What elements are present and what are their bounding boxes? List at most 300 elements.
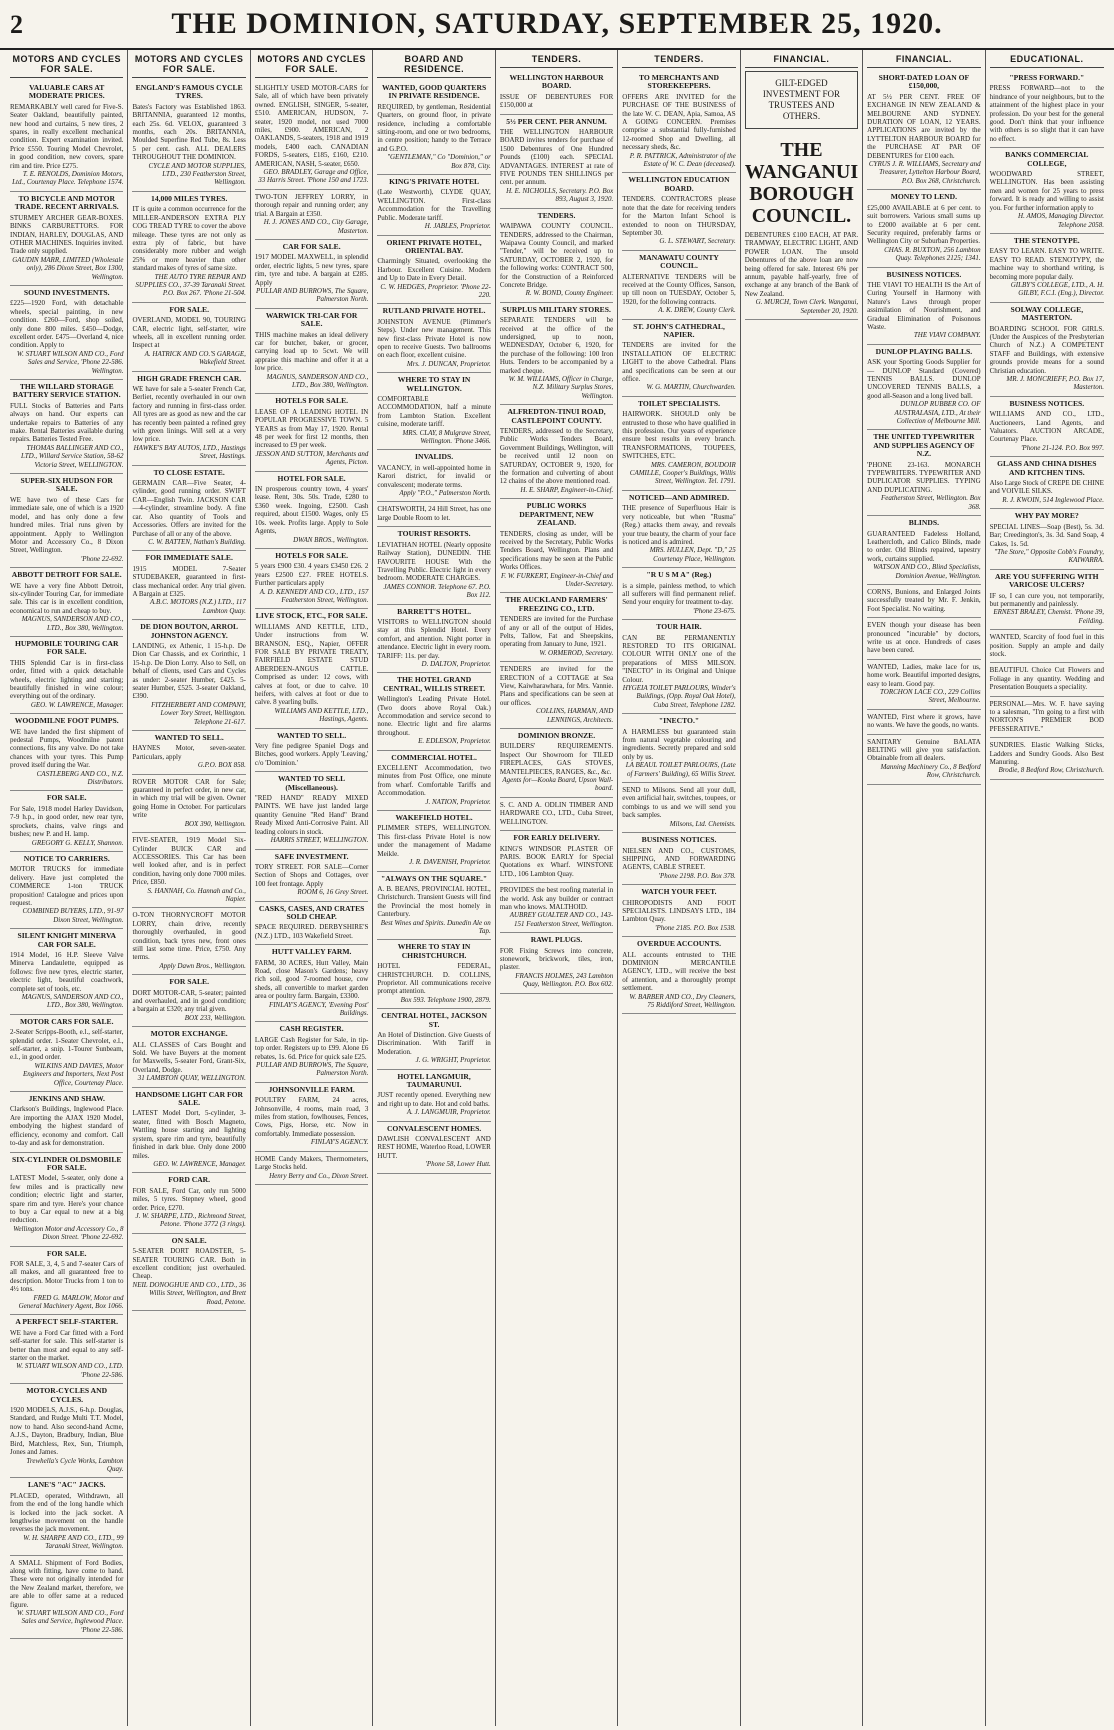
ad-heading: THE WILLARD STORAGE BATTERY SERVICE STATION. xyxy=(12,382,121,400)
ad-body: 1917 MODEL MAXWELL, in splendid order, electric lights, 5 new tyres, spare rim, tyre and tube. A bargain at £285. Apply xyxy=(254,253,369,287)
advertisement xyxy=(867,345,980,431)
ad-heading: INVALIDS. xyxy=(415,452,454,462)
ad-signature: G. L. STEWART, Secretary. xyxy=(659,237,736,246)
advertisement xyxy=(377,81,490,175)
ad-body: is a simple, painless method, to which all sufferers will find permanent relief. Send your enquiry for treatment to-day. xyxy=(622,581,736,607)
advertisement xyxy=(10,474,123,568)
column-header: TENDERS. xyxy=(500,50,613,68)
ad-signature: FINLAY'S AGENCY, 'Evening Post' Buildings. xyxy=(268,1000,369,1017)
ad-body: FARM, 30 ACRES, Hutt Valley, Main Road, close Mason's Gardens; heavy rich soil, good 7-roomed house, cow sheds, all convertible to market garden area or poultry farm. Bargain, £3300. xyxy=(254,958,369,1001)
ad-body: A. B. BEANS, PROVINCIAL HOTEL, Christchurch. Transient Guests will find the Provincial the most homely in Canterbury. xyxy=(377,884,491,919)
ad-signature: 'Phone 21-124. P.O. Box 997. xyxy=(1020,443,1104,452)
ad-body: LANDING, ex Athenic, 1 15-h.p. De Dion Car Chassis, and ex Corinthic, 1 15-h.p. De Dion Lorry. Also to Sell, on behalf of clients, used Cars and Cycles as under: 2-seater Humber, £425. 5-seater Humber, £525. 3-seater Oakland, £390. xyxy=(132,641,246,701)
ad-body: LATEST Model Dort, 5-cylinder, 3-seater, fitted with Bosch Magneto, Wattling house starting and lighting system, spare rim and tyre, beautifully finished in dark blue. Only done 2000 miles. xyxy=(132,1109,246,1160)
ad-body: 5-SEATER DORT ROADSTER, 5-SEATER TOURING CAR. Both in excellent condition; just overhauled. Cheap. xyxy=(132,1247,246,1281)
ad-heading: SILENT KNIGHT MINERVA CAR FOR SALE. xyxy=(17,931,116,949)
ad-signature: ROOM 6, 16 Grey Street. xyxy=(297,888,369,897)
ad-signature: S. HANNAH, Co. Hannah and Co., Napier. xyxy=(147,886,246,903)
advertisement xyxy=(990,303,1104,397)
advertisement xyxy=(10,637,123,714)
column xyxy=(741,50,863,1726)
ad-signature: 'Phone 2198. P.O. Box 378. xyxy=(658,871,736,880)
ad-heading: 14,000 MILES TYRES. xyxy=(151,193,228,203)
advertisement xyxy=(10,1015,123,1092)
advertisement xyxy=(622,71,735,173)
ad-heading: BANKS COMMERCIAL COLLEGE, xyxy=(1005,150,1089,168)
ad-signature: Apply "P.O.," Palmerston North. xyxy=(399,489,491,498)
advertisement xyxy=(132,372,245,466)
ad-heading: SIX-CYLINDER OLDSMOBILE FOR SALE. xyxy=(11,1154,122,1172)
advertisement xyxy=(990,148,1104,234)
advertisement xyxy=(10,1247,123,1316)
ad-heading: COMMERCIAL HOTEL. xyxy=(391,752,477,762)
advertisement xyxy=(867,516,980,585)
ad-signature: WILKINS AND DAVIES, Motor Engineers and Importers, Next Post Office, Courtenay Place. xyxy=(22,1061,124,1087)
ad-heading: ABBOTT DETROIT FOR SALE. xyxy=(11,570,122,580)
ad-heading: SOLWAY COLLEGE, MASTERTON. xyxy=(1010,304,1084,323)
ad-heading: TENDERS. xyxy=(537,210,576,220)
ad-signature: A.B.C. MOTORS (N.Z.) LTD., 117 Lambton Quay. xyxy=(150,598,246,615)
ad-body: POULTRY FARM, 24 acres, Johnsonville, 4 rooms, main road, 3 miles from station, fowlhouses, Fences, Cows, Pigs, Horse, etc. Now in comfortably. Immediate possession. xyxy=(254,1096,369,1138)
ad-heading: JENKINS AND SHAW. xyxy=(28,1094,105,1104)
advertisement xyxy=(622,783,735,833)
ad-heading: FOR EARLY DELIVERY. xyxy=(513,833,600,843)
ad-body: 1920 MODELS, A.J.S., 6-h.p. Douglas, Standard, and Rudge Multi T.T. Model, now to hand. Also second-hand Acme, A.J.S., Dayton, Bradbury, Indian, Blue Bird, Matchless, Rex, Sun, Triumph, Jones and James. xyxy=(10,1406,124,1457)
ad-signature: Apply Dawn Bros., Wellington. xyxy=(159,961,246,970)
ad-heading: HANDSOME LIGHT CAR FOR SALE. xyxy=(135,1089,244,1108)
ad-body: £25,000 AVAILABLE at 6 per cent. to suit borrowers. Various small sums up to £2000 available at 6 per cent. Security required, preferably farms or Wellington City or Suburban Properties. xyxy=(867,203,981,246)
ad-body: OVERLAND, MODEL 90, TOURING CAR, electric light, self-starter, wire wheels, all in excellent running order. Inspect at xyxy=(132,316,246,350)
advertisement xyxy=(990,663,1104,696)
column xyxy=(251,50,373,1726)
advertisement xyxy=(377,605,490,674)
ad-body: TWO-TON JEFFREY LORRY, in thorough repair and running order; any trial. A Bargain at £350. xyxy=(254,192,369,218)
ad-signature: GAUDIN MARR, LIMITED (Wholesale only), 286 Dixon Street, Box 1300, Wellington. xyxy=(12,255,124,281)
ad-body: COMFORTABLE ACCOMMODATION, half a minute from Lambton Station. Excellent cuisine, moderate tariff. xyxy=(377,395,491,429)
advertisement xyxy=(132,775,245,833)
ad-signature: MAGNUS, SANDERSON AND CO., LTD., Box 380, Wellington. xyxy=(21,993,124,1010)
ad-heading: BUSINESS NOTICES. xyxy=(1009,398,1085,408)
advertisement xyxy=(377,373,490,450)
advertisement xyxy=(10,286,123,380)
ad-signature: Mrs. J. DUNCAN, Proprietor. xyxy=(406,359,491,368)
ad-signature: 'Phone 23-675. xyxy=(693,606,736,615)
column xyxy=(863,50,985,1726)
advertisement xyxy=(10,929,123,1015)
ad-body: SEPARATE TENDERS will be received at the office of the undersigned, up to noon, WEDNESDAY, October 6, 1920, for the purchase of the following: 100 Iron Huts. Tenders to be accompanied by a marked cheque. xyxy=(499,316,614,375)
ad-body: STURMEY ARCHER GEAR-BOXES. BINKS CARBURETTORS. FOR INDIAN, HARLEY, DOUGLAS, AND OTHER MACHINES. Inquiries invited. Trade only supplied. xyxy=(10,213,124,256)
ad-body: Clarkson's Buildings, Inglewood Place. Are importing the AJAX 1920 Model, embodying the highest standard of efficiency, economy and comfort. Call to-day and ask for demonstration. xyxy=(10,1105,124,1148)
ad-body: HAYNES Motor, seven-seater. Particulars, apply xyxy=(132,744,246,761)
ad-signature: R. W. BOND, County Engineer. xyxy=(525,289,614,298)
ad-signature: GREGORY G. KELLY, Shannon. xyxy=(31,838,124,847)
ad-body: WAIPAWA COUNTY COUNCIL. TENDERS, addressed to the Chairman, Waipawa County Council, and marked "Tender," will be received up to SATURDAY, OCTOBER 2, 1920, for the following works: CONTRACT 500, for the Construction of a Reinforced Concrete Bridge. xyxy=(499,222,614,289)
ad-body: 'PHONE 23-163. MONARCH TYPEWRITERS. TYPEWRITER AND DUPLICATOR SUPPLIES. TYPING AND DUPLICATING. xyxy=(867,460,981,494)
advertisement xyxy=(132,908,245,975)
ad-heading: MOTOR CARS FOR SALE. xyxy=(19,1016,114,1026)
advertisement xyxy=(255,394,368,471)
ad-heading: TOUR HAIR. xyxy=(656,622,702,632)
column-header: EDUCATIONAL. xyxy=(990,50,1104,68)
ad-heading: WANTED TO SELL. xyxy=(154,733,224,743)
advertisement xyxy=(377,811,490,871)
advertisement xyxy=(622,320,735,397)
ad-heading: ST. JOHN'S CATHEDRAL, NAPIER. xyxy=(633,321,725,339)
ad-signature: Henry Berry and Co., Dixon Street. xyxy=(269,1171,369,1180)
advertisement xyxy=(10,380,123,474)
ad-body: SPECIAL LINES—Soap (Best), 5s. 3d. Bar; Creedington's, 3s. 3d. Sand Soap, 4 Cakes, 1s. 5d. xyxy=(989,522,1104,548)
advertisement xyxy=(255,1022,368,1082)
ad-heading: FOR SALE. xyxy=(46,1248,87,1258)
ad-signature: H. J. JONES AND CO., City Garage, Masterton. xyxy=(263,218,369,235)
ad-body: LARGE Cash Register for Sale, in tip-top order. Registers up to £99. Alone £6 rebates, 1s. 6d. Price for quick sale £25. xyxy=(254,1035,369,1061)
ad-body: Very fine pedigree Spaniel Dogs and Bitches, good workers. Apply 'Leaving,' c/o 'Dominion.' xyxy=(254,742,369,767)
ad-body: VACANCY, in well-appointed home in Karori district, for invalid or convalescent; moderate terms. xyxy=(377,463,491,489)
ad-signature: COMBINED BUYERS, LTD., 91-97 Dixon Street, Wellington. xyxy=(22,907,124,924)
ad-heading: THE WANGANUI BOROUGH COUNCIL. xyxy=(744,139,859,227)
ad-signature: HYGEIA TOILET PARLOURS, Winder's Buildings, (Opp. Royal Oak Hotel), Cuba Street, Telephone 1282. xyxy=(622,684,736,709)
ad-signature: FINLAY'S AGENCY. xyxy=(310,1138,369,1147)
ad-heading: HIGH GRADE FRENCH CAR. xyxy=(137,373,242,383)
advertisement xyxy=(377,1070,490,1122)
ad-signature: W. STUART WILSON AND CO., Ford Sales and Service, Inglewood Place. 'Phone 22-586. xyxy=(16,1609,124,1634)
advertisement xyxy=(255,945,368,1022)
column xyxy=(496,50,618,1726)
ad-body: IN prosperous country town, 4 years' lease. Rent, 30s. 50s. Trade, £280 to £360 week. Ingoing, £2500. Cash required, about £1500. Wages, only £5 10s. week. Profits large. Apply to Sole Agents, xyxy=(254,485,369,536)
ad-signature: W. STUART WILSON AND CO., Ford Sales and Service, 'Phone 22-586. Wellington. xyxy=(16,349,124,375)
ad-signature: COLLINS, HARMAN, AND LENNINGS, Architects. xyxy=(535,707,614,724)
ad-body: OFFERS ARE INVITED for the PURCHASE OF THE BUSINESS of the late W. C. DEAN, Apia, Samoa, AS A GOING CONCERN. Premises comprise a substantial fully-furnished 12-roomed Shop and Dwelling, all necessary sheds, &c. xyxy=(622,92,736,152)
advertisement xyxy=(990,397,1104,457)
ad-heading: SAFE INVESTMENT. xyxy=(274,851,349,861)
ad-heading: "PRESS FORWARD." xyxy=(1009,73,1085,82)
advertisement xyxy=(377,1122,490,1174)
ad-body: Charmingly Situated, overlooking the Harbour. Excellent Cuisine. Modern and Up to Date in Every Detail. xyxy=(377,257,491,283)
ad-body: GUARANTEED Fadeless Holland, Leathercloth, and Calico Blinds, made to order. Old Blinds repaired, tapestry work, curtains supplied. xyxy=(867,529,981,563)
advertisement xyxy=(255,1083,368,1152)
ad-body: HAIRWORK. SHOULD only be entrusted to those who have qualified in this profession. Our years of experience ensure best results in every branch. TRANSFORMATIONS, TOUPEES, SWITCHES, ETC. xyxy=(622,410,736,461)
ad-heading: THE STENOTYPE. xyxy=(1013,235,1080,245)
ad-body: MOTOR TRUCKS for immediate delivery. Have just completed the COMMERCE 1-ton TRUCK proposition! Catalogue and prices upon request. xyxy=(10,865,124,907)
ad-heading: TO MERCHANTS AND STOREKEEPERS. xyxy=(638,73,719,91)
column xyxy=(986,50,1108,1726)
ad-heading: THE AUCKLAND FARMERS' FREEZING CO., LTD. xyxy=(505,595,608,613)
ad-body: THIS Splendid Car is in first-class order, fitted with a quick detachable wheels, electric lighting and starting; beautifully finished in wine colour; everything out of the ordinary. xyxy=(10,658,124,701)
ad-body: For Sale, 1918 model Harley Davidson, 7-9 h.p., in good order, new rear tyre, sprockets, chains, valve rings and bushes; new P. and H. lamp. xyxy=(10,804,124,839)
ad-body: SLIGHTLY USED MOTOR-CARS for Sale, all of which have been privately owned. ENGLISH, SINGER, 5-seater, £510. AMERICAN, HUDSON, 7-seater, 1920 model, not used 7000 miles, £900. AMERICAN, 2 OAKLANDS, 5-seaters, 1918 and 1919 models, £400 each. CANADIAN FORDS, 5-seaters, £185, £160, £210. AMERICAN, NASH, 5-seater, £650. xyxy=(254,84,369,168)
ad-heading: HOTELS FOR SALE. xyxy=(275,396,349,406)
advertisement xyxy=(867,710,980,735)
ad-heading: BARRETT'S HOTEL. xyxy=(397,606,472,616)
column xyxy=(618,50,740,1726)
ad-body: TENDERS, closing as under, will be received by the Secretary, Public Works Tenders Board, Wellington. Plans and specifications may be seen at the Public Works Offices. xyxy=(499,529,614,572)
column-header: TENDERS. xyxy=(622,50,735,68)
column xyxy=(373,50,495,1726)
ad-heading: RAWL PLUGS. xyxy=(530,935,583,945)
ad-signature: CASTLEBERG AND CO., N.Z. Distributors. xyxy=(36,769,124,787)
masthead xyxy=(0,0,1114,50)
ad-heading: ALFREDTON-TINUI ROAD, CASTLEPOINT COUNTY. xyxy=(507,407,606,425)
ad-signature: PULLAR AND BURROWS, The Square, Palmerston North. xyxy=(255,286,369,304)
ad-signature: MRS. CLAY, 8 Mulgrave Street, Wellington. 'Phone 3466. xyxy=(402,428,491,446)
ad-signature: Box 593. Telephone 1900, 2879. xyxy=(400,995,491,1004)
column-header: MOTORS AND CYCLES FOR SALE. xyxy=(132,50,245,78)
ad-heading: WHERE TO STAY IN WELLINGTON. xyxy=(397,375,471,393)
ad-signature: WILLIAMS AND KETTLE, LTD., Hastings, Agents. xyxy=(274,706,369,724)
advertisement xyxy=(132,1027,245,1087)
ad-signature: W. BARBER AND CO., Dry Cleaners, 75 Riddiford Street, Wellington. xyxy=(629,992,736,1009)
ad-signature: 'Phone 2185. P.O. Box 1538. xyxy=(655,923,736,932)
advertisement xyxy=(10,791,123,851)
ad-heading: TOILET SPECIALISTS. xyxy=(637,398,720,408)
advertisement xyxy=(255,81,368,190)
ad-heading: HOTELS FOR SALE. xyxy=(275,550,349,560)
ad-heading: WANTED, GOOD QUARTERS IN PRIVATE RESIDENCE. xyxy=(382,83,487,101)
ad-signature: J. W. SHARPE, LTD., Richmond Street, Petone. 'Phone 3772 (3 rings). xyxy=(135,1211,246,1229)
column-header: MOTORS AND CYCLES FOR SALE. xyxy=(255,50,368,78)
ad-body: GERMAIN CAR—Five Seater, 4-cylinder, good running order. SWIFT CAR—English Twin. JACKSON CAR—4-cylinder, streamline body. A fine car. Also quantity of Tools and Accessories. Offers are invited for the Purchase of all or any of the above. xyxy=(132,479,246,538)
ad-signature: C. W. HEDGES, Proprietor. 'Phone 22-220. xyxy=(380,282,491,299)
ad-body: AT 5½ PER CENT. FREE OF EXCHANGE IN NEW ZEALAND & MELBOURNE AND SYDNEY. DURATION OF LOAN, 12 YEARS. APPLICATIONS are invited by the LYTTELTON HARBOUR BOARD for the PURCHASE AT PAR OF DEBENTURES for £100 each. xyxy=(867,92,981,160)
ad-heading: MOTOR EXCHANGE. xyxy=(150,1029,228,1039)
advertisement xyxy=(990,738,1104,780)
ad-body: WILLIAMS AND CO., LTD., Auctioneers, Land Agents, and Valuators. AUCTION ARCADE, Courtenay Place. xyxy=(989,410,1104,444)
ad-body: TENDERS. CONTRACTORS please note that the date for receiving tenders for the Marton Infant School is extended to noon on THURSDAY, September 30. xyxy=(622,195,736,237)
advertisement xyxy=(867,660,980,710)
columns xyxy=(6,50,1108,1726)
ad-body: THIS machine makes an ideal delivery car for butcher, baker, or grocer, carrying load up to 5cwt. We will appraise this machine and offer it at a low price. xyxy=(254,330,369,373)
ad-heading: SURPLUS MILITARY STORES. xyxy=(502,304,611,314)
ad-signature: Brodie, 8 Bedford Row, Christchurch. xyxy=(998,766,1104,775)
ad-heading: FOR SALE. xyxy=(169,977,210,987)
ad-body: ISSUE OF DEBENTURES FOR £150,000 at xyxy=(499,92,614,110)
ad-body: £225—1920 Ford, with detachable wheels, special painting, in new condition. £260—Ford, shop soiled, only done 800 miles. £450—Dodge, excellent order. £475—Overland 4, nice condition. Apply to xyxy=(10,299,124,350)
ad-signature: MRS. HULLEN, Dept. "D," 25 Courtenay Place, Wellington. xyxy=(649,546,736,563)
ad-signature: 31 LAMBTON QUAY, WELLINGTON. xyxy=(137,1074,246,1083)
ad-heading: CAR FOR SALE. xyxy=(282,241,341,251)
ad-signature: AUBREY GUALTER AND CO., 143-151 Featherston Street, Wellington. xyxy=(509,911,614,928)
ad-signature: Wellington Motor and Accessory Co., 8 Dixon Street. 'Phone 22-692. xyxy=(13,1224,124,1242)
advertisement xyxy=(622,714,735,783)
advertisement xyxy=(500,662,613,729)
advertisement xyxy=(500,831,613,883)
ad-heading: KING'S PRIVATE HOTEL xyxy=(389,177,480,187)
advertisement xyxy=(132,731,245,775)
advertisement xyxy=(867,735,980,785)
ad-heading: HUTT VALLEY FARM. xyxy=(271,947,352,957)
advertisement xyxy=(10,714,123,791)
advertisement xyxy=(10,1478,123,1555)
column xyxy=(6,50,128,1726)
ad-body: A HARMLESS but guaranteed stain from natural vegetable colouring and ingredients. Secretly prepared and sold only by us. xyxy=(622,727,736,761)
advertisement xyxy=(990,71,1104,148)
advertisement xyxy=(622,885,735,937)
ad-body: WE have landed the first shipment of pedestal Pumps, Woodmilne patent connections, fits any valve. Do not take chances with your tyres. This Pump proved itself during the War. xyxy=(10,727,124,770)
ad-signature: H. E. SHARP, Engineer-in-Chief. xyxy=(520,485,614,494)
ad-body: VISITORS to WELLINGTON should stay at this Splendid Hotel. Every comfort, and attention. Night porter in attendance. Electric light in every room. TARIFF: 11s. per day. xyxy=(377,617,491,660)
advertisement xyxy=(500,115,613,209)
ad-body: NIELSEN AND CO., CUSTOMS, SHIPPING, AND FORWARDING AGENTS, CABLE STREET. xyxy=(622,846,736,872)
ad-heading: MANAWATU COUNTY COUNCIL. xyxy=(639,252,719,271)
advertisement xyxy=(377,175,490,235)
ad-body: WOODWARD STREET, WELLINGTON. Has been assisting men and women for 25 years to press forward. It is ready and willing to assist you. For further information apply to xyxy=(989,170,1104,212)
ad-body: ASK your Sporting Goods Supplier for— DUNLOP Standard (Covered) TENNIS BALLS. DUNLOP UNCOVERED TENNIS BALLS, a good all-Season and a long lived ball. xyxy=(867,358,981,400)
advertisement xyxy=(132,551,245,620)
advertisement xyxy=(255,902,368,946)
ad-heading: VALUABLE CARS AT MODERATE PRICES. xyxy=(28,83,105,101)
advertisement xyxy=(255,1152,368,1185)
advertisement xyxy=(10,1556,123,1640)
ad-heading: MONEY TO LEND. xyxy=(890,192,958,202)
ad-body: BUILDERS' REQUIREMENTS. Inspect Our Showroom for TILED FIREPLACES, GAS STOVES, MANTELPIECES, RANGES, &c., &c. xyxy=(499,742,614,776)
advertisement xyxy=(10,852,123,929)
ad-heading: FOR SALE. xyxy=(46,793,87,803)
ad-heading: WHY PAY MORE? xyxy=(1014,511,1079,521)
ad-heading: SUPER-SIX HUDSON FOR SALE. xyxy=(20,476,113,494)
ad-signature: W. M. WILLIAMS, Officer in Charge, N.Z. Military Surplus Stores, Wellington. xyxy=(508,375,614,400)
advertisement xyxy=(377,527,490,604)
ad-body: ALL accounts entrusted to THE DOMINION MERCANTILE AGENCY, LTD., will receive the best of attention, and a thoroughly prompt settlement. xyxy=(622,950,736,993)
ad-body: WE have two of these Cars for immediate sale, one of which is a 1920 model, and has only done a few hundred miles. Trial runs given by appointment. Apply to Wellington Motor and Accessory Co., 8 Dixon Street, Wellington. xyxy=(10,495,124,555)
ad-heading: THE UNITED TYPEWRITER AND SUPPLIES AGENCY OF N.Z. xyxy=(873,432,975,459)
ad-signature: 'Phone 22-692. xyxy=(80,554,124,563)
advertisement xyxy=(500,593,613,662)
advertisement xyxy=(377,304,490,373)
ad-body: CHATSWORTH, 24 Hill Street, has one large Double Room to let. xyxy=(377,505,491,522)
advertisement xyxy=(10,192,123,286)
ad-body: WANTED, First where it grows, have no wants. We have the goods, no wants. xyxy=(867,712,981,730)
advertisement xyxy=(990,630,1104,663)
ad-signature: GEO. W. LAWRENCE, Manager. xyxy=(153,1159,246,1168)
ad-signature: D. DALTON, Proprietor. xyxy=(421,659,491,668)
advertisement xyxy=(132,620,245,731)
ad-body: DORT MOTOR-CAR, 5-seater; painted and overhauled, and in good condition; a bargain at £320; any trial given. xyxy=(132,988,246,1014)
ad-body: LEVIATHAN HOTEL (Nearly opposite Railway Station), DUNEDIN. THE FAVOURITE HOUSE With the Travelling Public. Electric light in every bedroom. MODERATE CHARGES. xyxy=(377,540,491,583)
ad-body: JUST recently opened. Everything new and right up to date. Hot and cold baths. xyxy=(377,1091,491,1108)
ad-body: 2-Seater Scripps-Booth, e.l., self-starter, splendid order. 1-Seater Chevrolet, e.l., self-starter, a snip. 1-Tourer Sunbeam, e.l., in good order. xyxy=(10,1028,124,1062)
column-header: BOARD AND RESIDENCE. xyxy=(377,50,490,78)
ad-body: ALL CLASSES of Cars Bought and Sold. We have Buyers at the moment for Maxwells, 5-seater Ford, Grant-Six, Overland, Dodge. xyxy=(132,1040,246,1074)
advertisement xyxy=(500,209,613,303)
ad-signature: "GENTLEMAN," Co "Dominion," or Box 878, City. xyxy=(387,153,491,170)
ad-body: TENDERS, addressed to the Secretary, Public Works Tenders Board, Government Buildings, Wellington, will be received until 12 noon on SATURDAY, OCTOBER 9, 1920, for the formation and culverting of about 12 chains of the above mentioned road. xyxy=(499,427,614,486)
ad-heading: PUBLIC WORKS DEPARTMENT, NEW ZEALAND. xyxy=(519,501,594,528)
ad-body: IF so, I can cure you, not temporarily, but permanently and painlessly. xyxy=(989,591,1104,608)
advertisement xyxy=(377,940,490,1009)
advertisement xyxy=(867,430,980,516)
ad-signature: W. STUART WILSON AND CO., LTD. 'Phone 22-586. xyxy=(16,1362,124,1379)
ad-heading: BLINDS. xyxy=(908,518,939,528)
ad-signature: THOMAS BALLINGER AND CO., LTD., Willard Service Station, 58-62 Victoria Street, WELLINGTON. xyxy=(20,443,124,469)
advertisement xyxy=(745,71,858,129)
ad-signature: WATSON AND CO., Blind Specialists, Dominion Avenue, Wellington. xyxy=(873,563,981,580)
advertisement xyxy=(990,697,1104,739)
ad-signature: "The Store," Opposite Cobb's Foundry, KAIWARRA. xyxy=(994,547,1104,565)
advertisement xyxy=(377,751,490,811)
ad-body: An Hotel of Distinction. Give Guests of Discrimination. With Tariff in Moderation. xyxy=(377,1031,491,1056)
ad-body: SEND to Milsons. Send all your dull, even artificial hair, switches, toupees, or combings to us and we will send you back samples. xyxy=(622,786,736,820)
ad-body: SUNDRIES. Elastic Walking Sticks, Ladders and Sundry Goods. Also Best Manuring. xyxy=(989,741,1104,767)
ad-body: A SMALL Shipment of Ford Bodies, along with fitting, have come to hand. These were not originally intended for the New Zealand market, therefore, we are able to offer same at a reduced figure. xyxy=(10,1558,124,1609)
ad-body: THE WELLINGTON HARBOUR BOARD invites tenders for purchase of 1500 Debentures of One Hundred Pounds (£100) each. SPECIAL ADVANTAGES. INTEREST at rate of FIVE POUNDS TEN SHILLINGS per cent. per annum. xyxy=(499,128,614,187)
advertisement xyxy=(500,798,613,831)
ad-body: THE VIAVI TO HEALTH IS the Art of Curing Yourself in Harmony with Nature's Laws through proper assimilation of Nourishment, and Gradual Elimination of Poisonous Waste. xyxy=(867,280,981,331)
advertisement xyxy=(255,472,368,549)
ad-heading: SHORT-DATED LOAN OF £150,000, xyxy=(878,73,970,91)
ad-heading: NOTICE TO CARRIERS. xyxy=(23,853,110,863)
advertisement xyxy=(867,585,980,618)
advertisement xyxy=(132,975,245,1027)
ad-body: FOR Fixing Screws into concrete, stonework, brickwork, tiles, iron, plaster. xyxy=(499,946,614,972)
ad-body: Also Large Stock of CREPE DE CHINE and VOIVILE SILKS. xyxy=(989,479,1104,496)
ad-heading: FOR IMMEDIATE SALE. xyxy=(145,553,233,563)
ad-heading: DOMINION BRONZE. xyxy=(517,731,596,741)
ad-signature: W. ORMEROD, Secretary. xyxy=(539,648,614,657)
ad-body: WE have a very fine Abbott Detroit, six-cylinder Touring Car, for immediate sale. This car is in excellent condition, economical to run and cheap to buy. xyxy=(10,581,124,615)
ad-heading: CONVALESCENT HOMES. xyxy=(386,1123,482,1133)
ad-heading: 5½ PER CENT. PER ANNUM. xyxy=(506,116,607,126)
ad-body: DEBENTURES £100 EACH, AT PAR. TRAMWAY, ELECTRIC LIGHT, AND POWER LOAN. The unsold Debentures of the above loan are now being offered for sale. Interest 6% per annum, payable half-yearly, free of exchange at any branch of the Bank of New Zealand. xyxy=(744,231,859,298)
ad-signature: Agents for—Kooka Board, Upson Wall-board. xyxy=(502,776,614,793)
ad-heading: WAKEFIELD HOTEL. xyxy=(395,813,473,823)
ad-heading: NOTICED—AND ADMIRED. xyxy=(628,492,729,502)
ad-heading: TOURIST RESORTS. xyxy=(397,529,471,539)
advertisement xyxy=(500,405,613,499)
ad-signature: C. W. BATTEN, Nathan's Building. xyxy=(148,537,246,546)
advertisement xyxy=(132,81,245,192)
column-header: FINANCIAL. xyxy=(745,50,858,68)
ad-heading: WOODMILNE FOOT PUMPS. xyxy=(14,716,119,726)
advertisement xyxy=(132,1088,245,1174)
ad-signature: BOX 390, Wellington. xyxy=(184,819,246,828)
advertisement xyxy=(377,673,490,750)
ad-body: FOR SALE, 3, 4, 5 and 7-seater Cars of all makes, and all guaranteed free to description. Motor Trucks from 1 ton to 4½ tons. xyxy=(10,1259,124,1294)
ad-signature: TORCHON LACE CO., 229 Collins Street, Melbourne. xyxy=(880,688,981,705)
ad-signature: A. J. LANGMUIR, Proprietor. xyxy=(406,1108,491,1117)
advertisement xyxy=(132,466,245,552)
ad-heading: THE HOTEL GRAND CENTRAL, WILLIS STREET. xyxy=(383,675,486,693)
ad-body: FOR SALE, Ford Car, only run 5000 miles, 5 tyres. Stepney wheel, good order. Price, £270. xyxy=(132,1186,246,1212)
ad-signature: E. EDLESON, Proprietor. xyxy=(418,737,491,746)
advertisement xyxy=(377,502,490,527)
ad-heading: LIVE STOCK, ETC., FOR SALE. xyxy=(255,611,368,621)
ad-signature: G. MURCH, Town Clerk. Wanganui, September 20, 1920. xyxy=(755,298,859,315)
ad-signature: A. D. KENNEDY AND CO., LTD., 157 Featherston Street, Wellington. xyxy=(259,587,369,604)
ad-body: TENDERS are invited for the ERECTION of a COTTAGE at Sea View, Kaiwharawhara, for Mrs. Vannie. Plans and specifications can be seen at our offices. xyxy=(499,665,614,707)
ad-signature: DWAN BROS., Wellington. xyxy=(293,535,369,544)
advertisement xyxy=(500,499,613,593)
ad-signature: J. R. DAVENISH, Proprietor. xyxy=(409,858,491,867)
ad-heading: CASH REGISTER. xyxy=(279,1024,344,1034)
ad-heading: ORIENT PRIVATE HOTEL, ORIENTAL BAY. xyxy=(386,237,482,255)
ad-heading: FOR SALE. xyxy=(169,304,210,314)
ad-body: PLIMMER STEPS, WELLINGTON. This first-class Private Hotel is now under the management of Madame Meikle. xyxy=(377,824,491,858)
ad-signature: Featherston Street, Wellington. Box 368. xyxy=(881,494,981,511)
ad-signature: CYCLE AND MOTOR SUPPLIES, LTD., 230 Featherston Street, Wellington. xyxy=(148,161,246,187)
ad-body: EASY TO LEARN. EASY TO WRITE. EASY TO READ. STENOTYPY, the machine way to shorthand writing, is becoming more popular daily. xyxy=(989,247,1104,281)
page-title: THE DOMINION, SATURDAY, SEPTEMBER 25, 1920. xyxy=(171,7,943,40)
ad-signature: Best Wines and Spirits. Dunedin Ale on Tap. xyxy=(380,918,491,935)
advertisement xyxy=(867,268,980,345)
ad-signature: GEO. W. LAWRENCE, Manager. xyxy=(30,700,124,709)
advertisement xyxy=(622,173,735,250)
ad-heading: WELLINGTON EDUCATION BOARD. xyxy=(628,175,730,193)
advertisement xyxy=(10,1092,123,1152)
ad-signature: LA BEAUL TOILET PARLOURS, (Late of Farmers' Building), 65 Willis Street. xyxy=(625,761,736,778)
ad-signature: J. G. WRIGHT, Proprietor. xyxy=(415,1056,491,1065)
ad-heading: SOUND INVESTMENTS. xyxy=(23,287,110,297)
ad-signature: DUNLOP RUBBER CO. OF AUSTRALASIA, LTD., At their Collection of Melbourne Mill. xyxy=(894,400,981,426)
